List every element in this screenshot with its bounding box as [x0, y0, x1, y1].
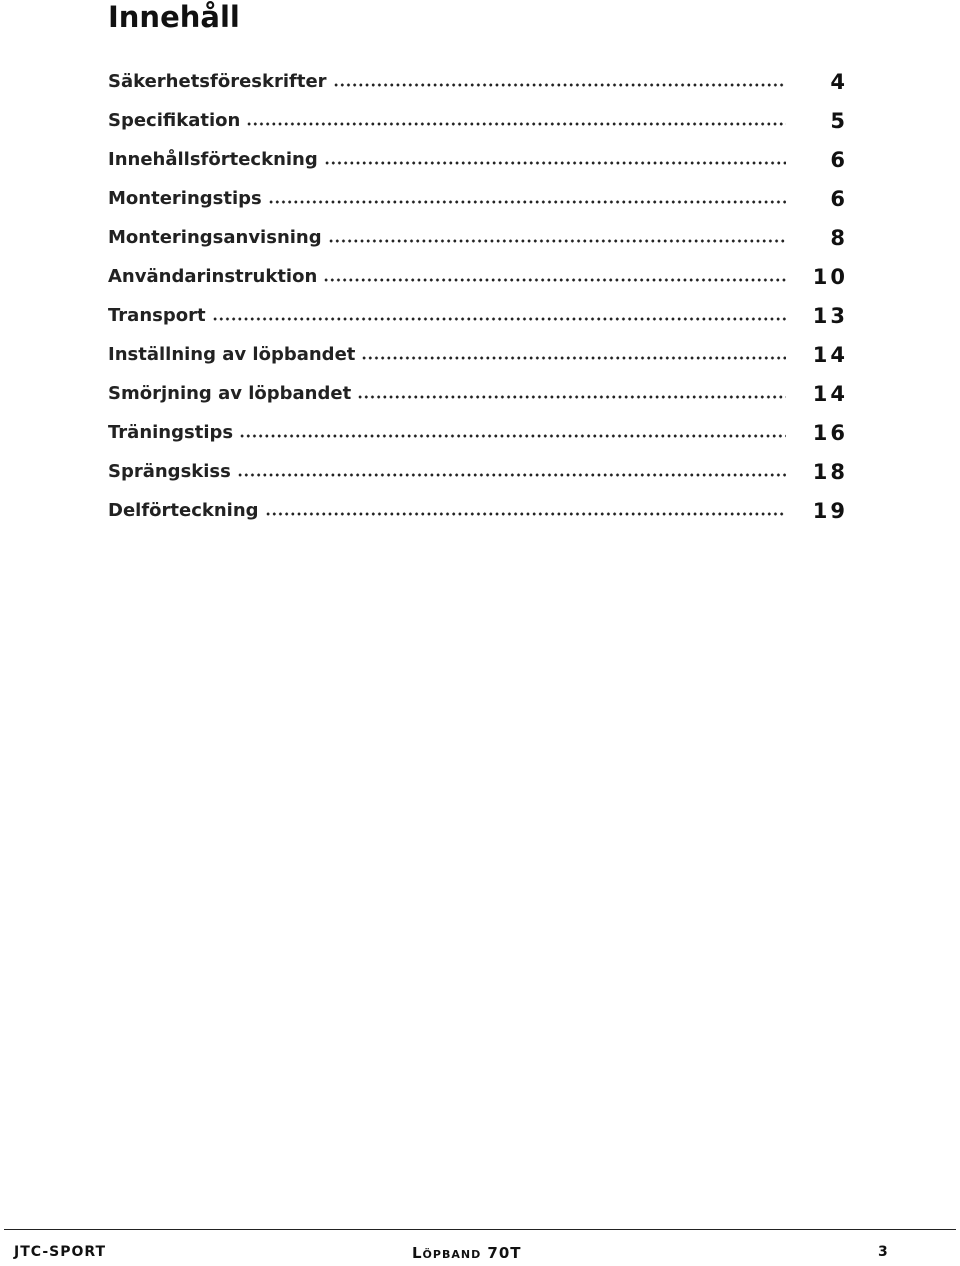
toc-entry-label: Innehållsförteckning	[108, 149, 324, 170]
toc-entry-label: Transport	[108, 305, 212, 326]
toc-dot-leader	[323, 271, 786, 289]
toc-entry-label: Monteringstips	[108, 188, 268, 209]
toc-entry-page: 8	[830, 225, 848, 250]
toc-entry-delforteckning[interactable]	[108, 491, 848, 530]
toc-entry-label: Säkerhetsföreskrifter	[108, 71, 333, 92]
toc-dot-leader	[212, 310, 786, 328]
toc-entry-label: Smörjning av löpbandet	[108, 383, 357, 404]
toc-entry-monteringsanvisning[interactable]	[108, 218, 848, 257]
toc-entry-label: Delförteckning	[108, 500, 265, 521]
toc-entry-page: 4	[830, 69, 848, 94]
toc-entry-page: 16	[812, 420, 848, 445]
table-of-contents	[108, 62, 848, 530]
toc-entry-sakerhetsforeskrifter[interactable]	[108, 62, 848, 101]
toc-entry-transport[interactable]	[108, 296, 848, 335]
toc-entry-label: Sprängskiss	[108, 461, 237, 482]
toc-entry-traningstips[interactable]	[108, 413, 848, 452]
footer-divider	[4, 1229, 956, 1230]
toc-entry-page: 19	[812, 498, 848, 523]
toc-entry-smorjning[interactable]	[108, 374, 848, 413]
toc-entry-page: 6	[830, 147, 848, 172]
footer-product: Löpband 70T	[412, 1244, 522, 1262]
toc-entry-label: Specifikation	[108, 110, 246, 131]
toc-entry-page: 14	[812, 342, 848, 367]
toc-entry-installning[interactable]	[108, 335, 848, 374]
toc-entry-page: 10	[812, 264, 848, 289]
toc-entry-anvandarinstruktion[interactable]	[108, 257, 848, 296]
toc-dot-leader	[324, 154, 786, 172]
toc-dot-leader	[357, 388, 786, 406]
toc-dot-leader	[268, 193, 786, 211]
toc-entry-page: 13	[812, 303, 848, 328]
toc-entry-label: Träningstips	[108, 422, 239, 443]
toc-entry-label: Inställning av löpbandet	[108, 344, 361, 365]
toc-dot-leader	[361, 349, 786, 367]
toc-dot-leader	[246, 115, 786, 133]
toc-entry-page: 6	[830, 186, 848, 211]
toc-dot-leader	[265, 505, 786, 523]
toc-dot-leader	[239, 427, 786, 445]
toc-entry-label: Användarinstruktion	[108, 266, 323, 287]
toc-dot-leader	[333, 76, 786, 94]
toc-entry-label: Monteringsanvisning	[108, 227, 328, 248]
toc-dot-leader	[328, 232, 786, 250]
toc-entry-monteringstips[interactable]	[108, 179, 848, 218]
toc-dot-leader	[237, 466, 786, 484]
toc-entry-innehallsforteckning[interactable]	[108, 140, 848, 179]
toc-entry-specifikation[interactable]	[108, 101, 848, 140]
toc-entry-page: 5	[830, 108, 848, 133]
footer-page-number: 3	[878, 1244, 888, 1260]
toc-entry-sprangskiss[interactable]	[108, 452, 848, 491]
toc-entry-page: 18	[812, 459, 848, 484]
footer-brand: JTC-SPORT	[14, 1244, 107, 1260]
toc-entry-page: 14	[812, 381, 848, 406]
page-title: Innehåll	[108, 0, 240, 34]
